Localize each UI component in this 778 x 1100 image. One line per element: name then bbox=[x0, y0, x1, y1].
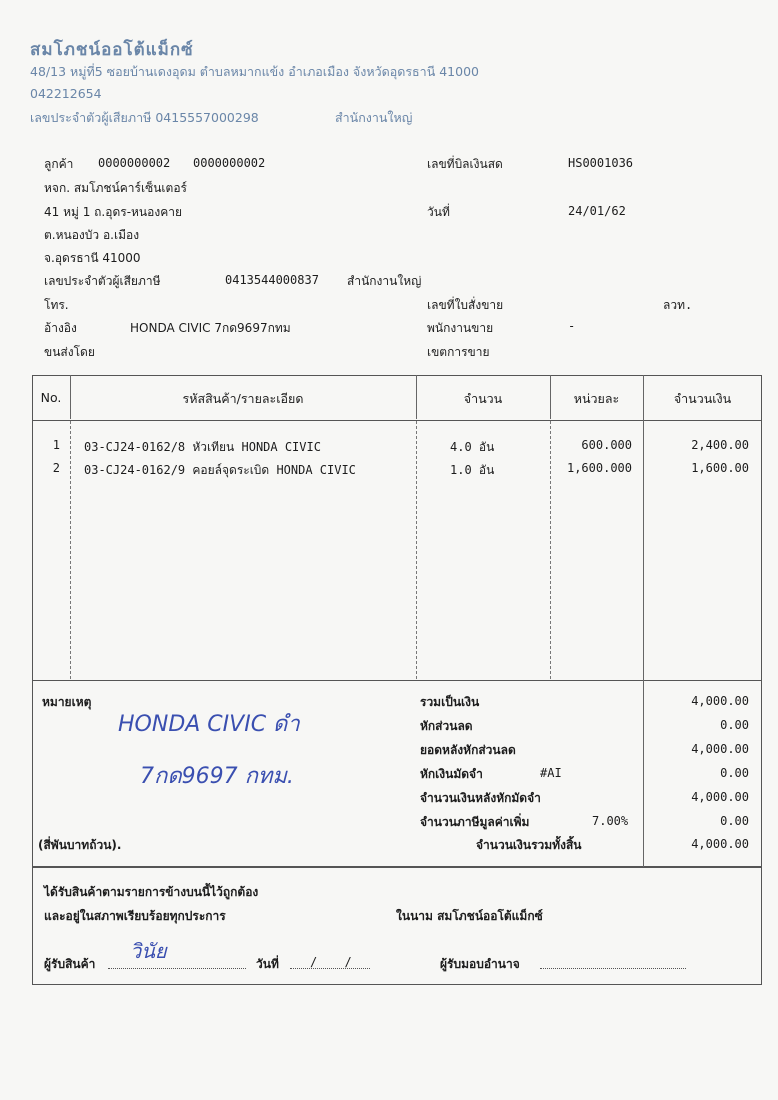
total-extra-vat: 7.00% bbox=[592, 814, 629, 828]
row-2-amount: 1,600.00 bbox=[691, 461, 749, 475]
customer-address-1: 41 หมู่ 1 ถ.อุดร-หนองคาย bbox=[44, 205, 182, 219]
total-label-subtotal: รวมเป็นเงิน bbox=[420, 695, 480, 709]
company-branch: สำนักงานใหญ่ bbox=[335, 110, 413, 125]
total-value-deposit: 0.00 bbox=[720, 766, 749, 780]
total-label-grand: จำนวนเงินรวมทั้งสิ้น bbox=[476, 838, 582, 852]
company-phone: 042212654 bbox=[30, 86, 102, 101]
customer-tax-id: 0413544000837 bbox=[225, 273, 319, 287]
handwritten-note-line-1: HONDA CIVIC ดำ bbox=[118, 712, 300, 737]
row-2-no: 2 bbox=[52, 461, 60, 475]
col-header-no: No. bbox=[40, 390, 62, 405]
row-1-quantity: 4.0 อัน bbox=[450, 440, 495, 454]
total-label-deposit: หักเงินมัดจำ bbox=[420, 767, 483, 781]
col-divider bbox=[70, 421, 71, 679]
customer-code-2: 0000000002 bbox=[193, 156, 266, 170]
row-2-unit-price: 1,600.000 bbox=[566, 461, 632, 475]
total-extra-deposit: #AI bbox=[540, 766, 562, 780]
salesperson-label: พนักงานขาย bbox=[427, 321, 494, 335]
customer-tax-label: เลขประจำตัวผู้เสียภาษี bbox=[44, 274, 161, 288]
total-value-subtotal: 4,000.00 bbox=[691, 694, 749, 708]
customer-branch: สำนักงานใหญ่ bbox=[347, 274, 422, 288]
company-address: 48/13 หมู่ที่5 ซอยบ้านเดงอุดม ตำบลหมากแข้ง อำเภอเมือง จังหวัดอุดรธานี 41000 bbox=[30, 64, 479, 79]
authorized-signature-line bbox=[540, 968, 686, 969]
customer-address-3: จ.อุดรธานี 41000 bbox=[44, 251, 141, 265]
total-label-vat: จำนวนภาษีมูลค่าเพิ่ม bbox=[420, 815, 530, 829]
col-header-unit-price: หน่วยละ bbox=[573, 391, 620, 406]
row-2-quantity: 1.0 อัน bbox=[450, 463, 495, 477]
salesperson-value: - bbox=[568, 319, 576, 333]
table-header-divider bbox=[32, 420, 762, 421]
row-1-unit-price: 600.000 bbox=[581, 438, 632, 452]
total-value-grand: 4,000.00 bbox=[691, 837, 749, 851]
date-value: 24/01/62 bbox=[568, 204, 626, 218]
total-label-after-discount: ยอดหลังหักส่วนลด bbox=[420, 743, 516, 757]
row-1-no: 1 bbox=[52, 438, 60, 452]
order-number-label: เลขที่ใบสั่งขาย bbox=[427, 298, 504, 312]
on-behalf-of: ในนาม สมโภชน์ออโต้แม็กซ์ bbox=[396, 909, 543, 923]
receipt-confirmation-line-1: ได้รับสินค้าตามรายการข้างบนนี้ไว้ถูกต้อง bbox=[44, 885, 259, 899]
customer-tel-label: โทร. bbox=[44, 298, 69, 312]
receive-date-blank: / / bbox=[310, 955, 352, 969]
date-label: วันที่ bbox=[427, 205, 450, 219]
col-divider bbox=[416, 421, 417, 679]
total-value-discount: 0.00 bbox=[720, 718, 749, 732]
col-header-description: รหัสสินค้า/รายละเอียด bbox=[182, 391, 304, 406]
col-divider bbox=[550, 421, 551, 679]
receiver-label: ผู้รับสินค้า bbox=[44, 957, 96, 971]
col-header-amount: จำนวนเงิน bbox=[673, 391, 732, 406]
customer-address-2: ต.หนองบัว อ.เมือง bbox=[44, 228, 140, 242]
total-label-after-deposit: จำนวนเงินหลังหักมัดจำ bbox=[420, 791, 541, 805]
col-header-quantity: จำนวน bbox=[463, 391, 503, 406]
order-extra: ลวท. bbox=[663, 298, 693, 312]
table-body-divider bbox=[32, 680, 762, 681]
receipt-confirmation-line-2: และอยู่ในสภาพเรียบร้อยทุกประการ bbox=[44, 909, 226, 923]
authorized-person-label: ผู้รับมอบอำนาจ bbox=[440, 957, 520, 971]
total-value-after-discount: 4,000.00 bbox=[691, 742, 749, 756]
bill-number-label: เลขที่บิลเงินสด bbox=[427, 157, 503, 171]
receive-date-label: วันที่ bbox=[256, 957, 279, 971]
company-tax-id: เลขประจำตัวผู้เสียภาษี 0415557000298 bbox=[30, 110, 259, 125]
remarks-label: หมายเหตุ bbox=[42, 695, 92, 709]
total-value-after-deposit: 4,000.00 bbox=[691, 790, 749, 804]
ship-by-label: ขนส่งโดย bbox=[44, 345, 95, 359]
receiver-signature: วินัย bbox=[130, 939, 167, 963]
receiver-signature-line bbox=[108, 968, 246, 969]
reference-value: HONDA CIVIC 7กด9697กทม bbox=[130, 321, 291, 335]
row-2-description: 03-CJ24-0162/9 คอยล์จุดระเบิด HONDA CIVIC bbox=[84, 463, 356, 477]
customer-name: หจก. สมโภชน์คาร์เซ็นเตอร์ bbox=[44, 181, 187, 195]
total-label-discount: หักส่วนลด bbox=[420, 719, 473, 733]
bill-number: HS0001036 bbox=[568, 156, 634, 170]
row-1-amount: 2,400.00 bbox=[691, 438, 749, 452]
customer-label: ลูกค้า bbox=[44, 157, 74, 171]
reference-label: อ้างอิง bbox=[44, 321, 77, 335]
customer-code-1: 0000000002 bbox=[98, 156, 171, 170]
amount-in-words: (สี่พันบาทถ้วน). bbox=[38, 838, 122, 852]
sales-area-label: เขตการขาย bbox=[427, 345, 490, 359]
total-value-vat: 0.00 bbox=[720, 814, 749, 828]
row-1-description: 03-CJ24-0162/8 หัวเทียน HONDA CIVIC bbox=[84, 440, 321, 454]
handwritten-note-line-2: 7กด9697 กทม. bbox=[140, 764, 294, 789]
company-name: สมโภชน์ออโต้แม็กซ์ bbox=[30, 40, 194, 60]
